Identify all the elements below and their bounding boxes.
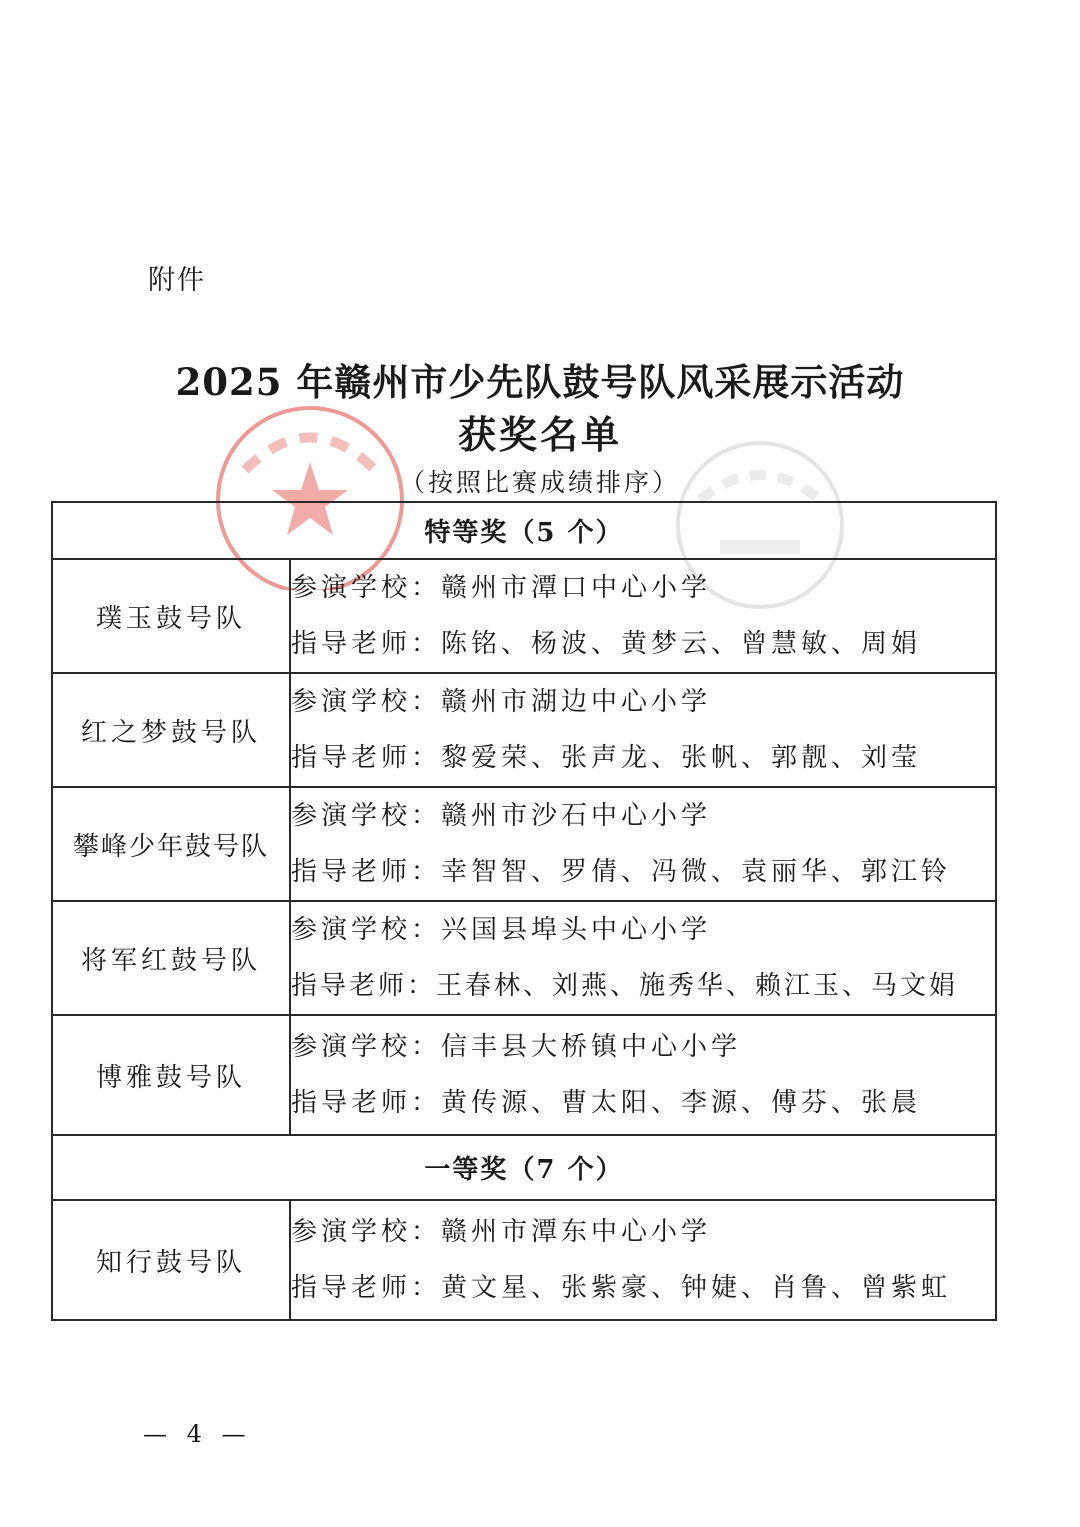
entry-details [290,1200,996,1320]
document-title-line2: 获奖名单 [457,412,622,457]
section-row [52,1135,996,1200]
teacher-line [291,1260,995,1316]
section-heading-special: 特等奖（5 个） [52,502,996,559]
school-name: 赣州市湖边中心小学 [441,687,712,717]
entry-details [290,1015,996,1135]
table-row [52,901,996,1015]
teacher-line [291,958,995,1014]
entry-details [290,559,996,673]
entry-details [290,787,996,901]
page-number: — 4 — [143,1420,252,1448]
teacher-label: 指导老师： [291,629,442,659]
team-name: 将军红鼓号队 [52,901,290,1015]
teacher-names: 黄传源、曹太阳、李源、傅芬、张晨 [441,1088,922,1118]
teacher-label: 指导老师： [291,1088,442,1118]
school-line [291,1204,995,1260]
teacher-label: 指导老师： [291,971,437,1001]
teacher-line [291,844,995,900]
document-subtitle: （按照比赛成绩排序） [399,468,680,497]
entry-details [290,673,996,787]
awards-table [51,501,997,1321]
school-label: 参演学校： [291,687,442,717]
table-row [52,673,996,787]
school-name: 赣州市沙石中心小学 [441,801,712,831]
teacher-label: 指导老师： [291,857,442,887]
teacher-line [291,1075,995,1131]
teacher-label: 指导老师： [291,743,442,773]
teacher-names: 黎爱荣、张声龙、张帆、郭靓、刘莹 [441,743,922,773]
school-name: 兴国县埠头中心小学 [441,915,712,945]
teacher-names: 王春林、刘燕、施秀华、赖江玉、马文娟 [436,971,959,1001]
section-heading-first: 一等奖（7 个） [52,1135,996,1200]
teacher-line [291,730,995,786]
team-name: 璞玉鼓号队 [52,559,290,673]
table-row [52,1015,996,1135]
attachment-label: 附件 [148,265,206,296]
teacher-line [291,616,995,672]
entry-details [290,901,996,1015]
school-label: 参演学校： [291,915,442,945]
school-line [291,902,995,958]
section-row [52,502,996,559]
table-row [52,787,996,901]
school-line [291,1019,995,1075]
teacher-names: 黄文星、张紫豪、钟婕、肖鲁、曾紫虹 [441,1273,952,1303]
team-name: 攀峰少年鼓号队 [52,787,290,901]
school-name: 信丰县大桥镇中心小学 [441,1032,742,1062]
teacher-label: 指导老师： [291,1273,442,1303]
school-line [291,674,995,730]
school-label: 参演学校： [291,801,442,831]
teacher-names: 陈铭、杨波、黄梦云、曾慧敏、周娟 [441,629,922,659]
team-name: 博雅鼓号队 [52,1015,290,1135]
school-label: 参演学校： [291,1217,442,1247]
document-title: 2025 年赣州市少先队鼓号队风采展示活动 [175,360,905,404]
school-name: 赣州市潭口中心小学 [441,573,712,603]
school-name: 赣州市潭东中心小学 [441,1217,712,1247]
table-row [52,1200,996,1320]
team-name: 知行鼓号队 [52,1200,290,1320]
table-row [52,559,996,673]
school-label: 参演学校： [291,1032,442,1062]
team-name: 红之梦鼓号队 [52,673,290,787]
teacher-names: 幸智智、罗倩、冯微、袁丽华、郭江铃 [441,857,952,887]
school-line [291,560,995,616]
school-label: 参演学校： [291,573,442,603]
school-line [291,788,995,844]
